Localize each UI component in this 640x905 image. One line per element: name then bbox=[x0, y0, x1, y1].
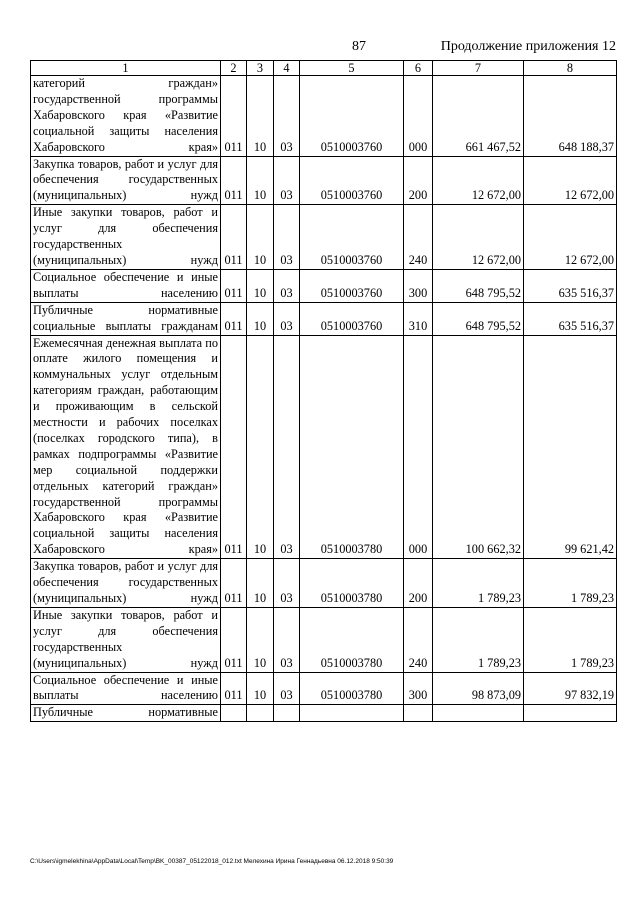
subsection-cell: 03 bbox=[274, 156, 300, 205]
section-cell: 10 bbox=[247, 205, 274, 270]
row-description: Публичные нормативные социальные выплаты гражданам bbox=[31, 302, 221, 335]
expense-type-cell bbox=[404, 705, 433, 722]
admin-code-cell: 011 bbox=[221, 76, 247, 157]
admin-code-cell: 011 bbox=[221, 156, 247, 205]
amount-cell-2020: 97 832,19 bbox=[524, 672, 617, 705]
amount-cell-2020: 1 789,23 bbox=[524, 559, 617, 608]
subsection-cell bbox=[274, 705, 300, 722]
target-article-cell: 0510003760 bbox=[300, 302, 404, 335]
column-header: 2 bbox=[221, 61, 247, 76]
column-header-row bbox=[31, 61, 617, 76]
amount-cell-2020: 635 516,37 bbox=[524, 302, 617, 335]
section-cell: 10 bbox=[247, 672, 274, 705]
page-number: 87 bbox=[352, 39, 366, 54]
table-row bbox=[31, 607, 617, 672]
amount-cell-2020: 648 188,37 bbox=[524, 76, 617, 157]
amount-cell-2020: 12 672,00 bbox=[524, 156, 617, 205]
admin-code-cell: 011 bbox=[221, 335, 247, 559]
footer-file-path: C:\Users\igmelekhina\AppData\Local\Temp\BK_00387_05122018_012.txt Мелехина Ирина Геннадьевна 06.12.2018 9:50:39 bbox=[30, 858, 394, 865]
table-row bbox=[31, 302, 617, 335]
subsection-cell: 03 bbox=[274, 607, 300, 672]
admin-code-cell: 011 bbox=[221, 559, 247, 608]
section-cell: 10 bbox=[247, 302, 274, 335]
expense-type-cell: 000 bbox=[404, 335, 433, 559]
amount-cell-2020: 635 516,37 bbox=[524, 269, 617, 302]
row-description: Закупка товаров, работ и услуг для обеспечения государственных (муниципальных) нужд bbox=[31, 559, 221, 608]
admin-code-cell: 011 bbox=[221, 205, 247, 270]
section-cell: 10 bbox=[247, 269, 274, 302]
table-row bbox=[31, 205, 617, 270]
admin-code-cell bbox=[221, 705, 247, 722]
amount-cell-2020: 1 789,23 bbox=[524, 607, 617, 672]
subsection-cell: 03 bbox=[274, 76, 300, 157]
continuation-label: Продолжение приложения 12 bbox=[440, 39, 616, 54]
amount-cell-2019: 98 873,09 bbox=[433, 672, 524, 705]
expense-type-cell: 310 bbox=[404, 302, 433, 335]
target-article-cell: 0510003780 bbox=[300, 335, 404, 559]
expense-type-cell: 200 bbox=[404, 559, 433, 608]
column-header: 8 bbox=[524, 61, 617, 76]
row-description: Социальное обеспечение и иные выплаты населению bbox=[31, 672, 221, 705]
row-description: Иные закупки товаров, работ и услуг для обеспечения государственных (муниципальных) нужд bbox=[31, 607, 221, 672]
column-header: 5 bbox=[300, 61, 404, 76]
subsection-cell: 03 bbox=[274, 672, 300, 705]
row-description: категорий граждан» государственной программы Хабаровского края «Развитие социальной защиты населения Хабаровского края» bbox=[31, 76, 221, 157]
section-cell: 10 bbox=[247, 156, 274, 205]
amount-cell-2020: 12 672,00 bbox=[524, 205, 617, 270]
amount-cell-2019: 1 789,23 bbox=[433, 559, 524, 608]
table-row bbox=[31, 705, 617, 722]
table-row bbox=[31, 672, 617, 705]
table-row bbox=[31, 335, 617, 559]
table-row bbox=[31, 76, 617, 157]
subsection-cell: 03 bbox=[274, 205, 300, 270]
target-article-cell: 0510003760 bbox=[300, 269, 404, 302]
section-cell: 10 bbox=[247, 76, 274, 157]
target-article-cell: 0510003760 bbox=[300, 156, 404, 205]
target-article-cell: 0510003780 bbox=[300, 672, 404, 705]
budget-table bbox=[30, 60, 617, 722]
admin-code-cell: 011 bbox=[221, 672, 247, 705]
target-article-cell: 0510003780 bbox=[300, 607, 404, 672]
amount-cell-2019: 1 789,23 bbox=[433, 607, 524, 672]
amount-cell-2019: 661 467,52 bbox=[433, 76, 524, 157]
amount-cell-2019: 12 672,00 bbox=[433, 156, 524, 205]
row-description: Закупка товаров, работ и услуг для обеспечения государственных (муниципальных) нужд bbox=[31, 156, 221, 205]
column-header: 4 bbox=[274, 61, 300, 76]
expense-type-cell: 300 bbox=[404, 269, 433, 302]
expense-type-cell: 200 bbox=[404, 156, 433, 205]
column-header: 3 bbox=[247, 61, 274, 76]
target-article-cell: 0510003780 bbox=[300, 559, 404, 608]
column-header: 6 bbox=[404, 61, 433, 76]
target-article-cell: 0510003760 bbox=[300, 76, 404, 157]
table-row bbox=[31, 559, 617, 608]
row-description: Иные закупки товаров, работ и услуг для обеспечения государственных (муниципальных) нужд bbox=[31, 205, 221, 270]
section-cell: 10 bbox=[247, 335, 274, 559]
subsection-cell: 03 bbox=[274, 335, 300, 559]
expense-type-cell: 000 bbox=[404, 76, 433, 157]
amount-cell-2019: 648 795,52 bbox=[433, 269, 524, 302]
table-row bbox=[31, 269, 617, 302]
section-cell: 10 bbox=[247, 559, 274, 608]
expense-type-cell: 240 bbox=[404, 205, 433, 270]
expense-type-cell: 300 bbox=[404, 672, 433, 705]
section-cell bbox=[247, 705, 274, 722]
subsection-cell: 03 bbox=[274, 269, 300, 302]
amount-cell-2019: 100 662,32 bbox=[433, 335, 524, 559]
row-description: Ежемесячная денежная выплата по оплате жилого помещения и коммунальных услуг отдельным категориям граждан, работающим и проживающим в сельской местности и рабочих поселках (поселках городского типа), в рамках подпрограммы «Развитие мер социальной поддержки отдельных категорий граждан» государственной программы Хабаровского края «Развитие социальной защиты населения Хабаровского края» bbox=[31, 335, 221, 559]
row-description: Публичные нормативные bbox=[31, 705, 221, 722]
amount-cell-2019: 648 795,52 bbox=[433, 302, 524, 335]
admin-code-cell: 011 bbox=[221, 302, 247, 335]
column-header: 7 bbox=[433, 61, 524, 76]
section-cell: 10 bbox=[247, 607, 274, 672]
subsection-cell: 03 bbox=[274, 559, 300, 608]
expense-type-cell: 240 bbox=[404, 607, 433, 672]
admin-code-cell: 011 bbox=[221, 269, 247, 302]
table-row bbox=[31, 156, 617, 205]
amount-cell-2020 bbox=[524, 705, 617, 722]
column-header: 1 bbox=[31, 61, 221, 76]
target-article-cell bbox=[300, 705, 404, 722]
subsection-cell: 03 bbox=[274, 302, 300, 335]
amount-cell-2019 bbox=[433, 705, 524, 722]
amount-cell-2020: 99 621,42 bbox=[524, 335, 617, 559]
row-description: Социальное обеспечение и иные выплаты населению bbox=[31, 269, 221, 302]
target-article-cell: 0510003760 bbox=[300, 205, 404, 270]
amount-cell-2019: 12 672,00 bbox=[433, 205, 524, 270]
admin-code-cell: 011 bbox=[221, 607, 247, 672]
